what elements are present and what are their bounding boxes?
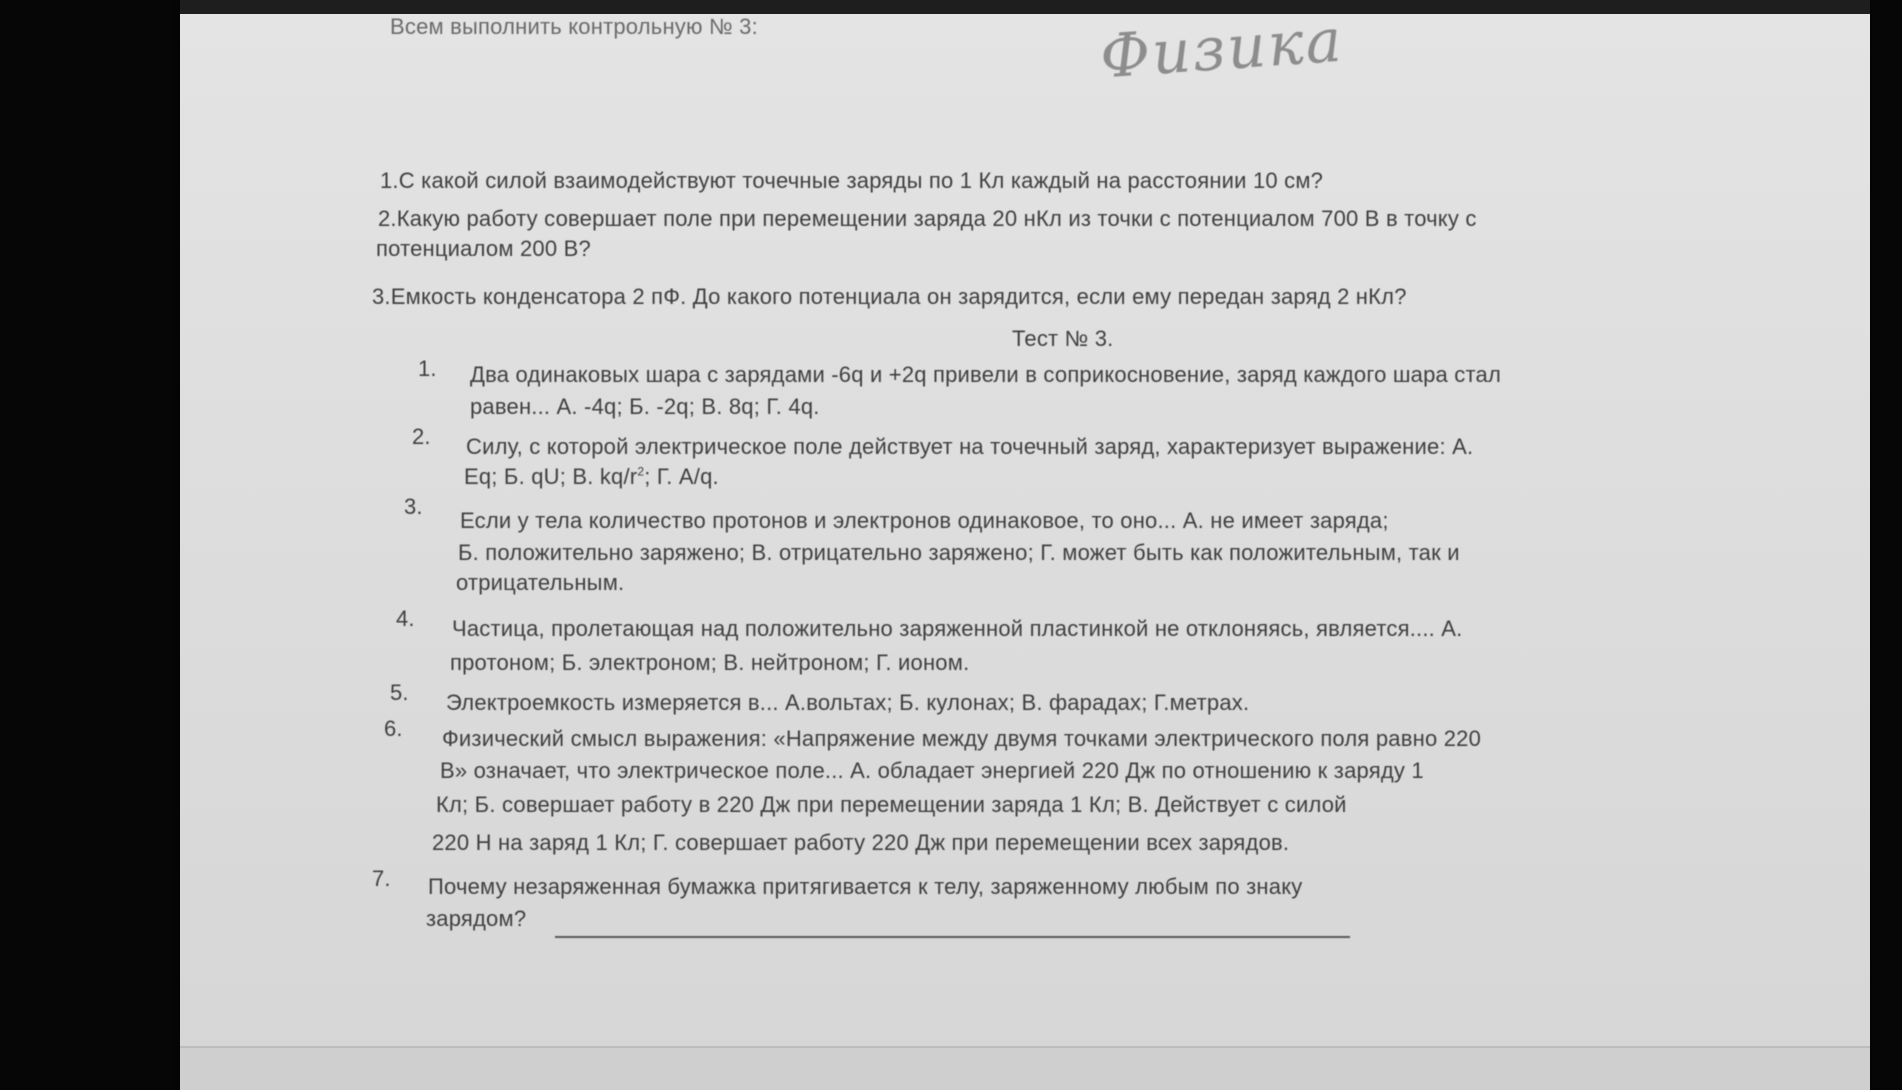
question-2-number: 2. (412, 424, 431, 449)
question-4-number: 4. (396, 606, 415, 631)
assignment-instruction: Всем выполнить контрольную № 3: (390, 14, 758, 39)
question-7-line-1: Почему незаряженная бумажка притягивается к телу, заряженному любым по знаку (428, 874, 1303, 899)
test-title: Тест № 3. (1012, 326, 1114, 351)
question-6-line-1: Физический смысл выражения: «Напряжение между двумя точками электрического поля равно 220 (442, 726, 1482, 751)
question-3-line-2: Б. положительно заряжено; В. отрицательно заряжено; Г. может быть как положительным, так и (458, 540, 1460, 565)
question-5-line-1: Электроемкость измеряется в... А.вольтах; Б. кулонах; В. фарадах; Г.метрах. (446, 690, 1250, 715)
question-3-number: 3. (404, 494, 423, 519)
question-2-options-end: ; Г. A/q. (644, 464, 719, 489)
question-2-line-2 (464, 464, 719, 490)
problem-3: 3.Емкость конденсатора 2 пФ. До какого потенциала он зарядится, если ему передан заряд 2 нКл? (372, 284, 1407, 309)
question-4-line-1: Частица, пролетающая над положительно заряженной пластинкой не отклоняясь, является.... А. (452, 616, 1463, 641)
question-6-number: 6. (384, 716, 403, 741)
question-1-number: 1. (418, 356, 437, 381)
question-6-line-4: 220 Н на заряд 1 Кл; Г. совершает работу 220 Дж при перемещении всех зарядов. (432, 830, 1290, 855)
question-6-line-2: В» означает, что электрическое поле... А. обладает энергией 220 Дж по отношению к заряду 1 (440, 758, 1424, 783)
question-7-number: 7. (372, 866, 391, 891)
question-1-line-2: равен... А. -4q; Б. -2q; В. 8q; Г. 4q. (470, 394, 820, 419)
question-5-number: 5. (390, 680, 409, 705)
question-4-line-2: протоном; Б. электроном; В. нейтроном; Г. ионом. (450, 650, 970, 675)
problem-1: 1.С какой силой взаимодействуют точечные заряды по 1 Кл каждый на расстоянии 10 см? (380, 168, 1324, 193)
question-7-line-2: зарядом? (426, 906, 527, 931)
question-1-line-1: Два одинаковых шара с зарядами -6q и +2q привели в соприкосновение, заряд каждого шара стал (470, 362, 1501, 387)
problem-2-line-2: потенциалом 200 В? (376, 236, 591, 261)
handwritten-subject-title: Физика (1097, 5, 1346, 93)
answer-blank-line (555, 936, 1350, 938)
question-3-line-1: Если у тела количество протонов и электронов одинаковое, то оно... А. не имеет заряда; (460, 508, 1389, 533)
question-2-options: Eq; Б. qU; В. kq/r (464, 464, 638, 489)
question-2-exponent: 2 (637, 464, 645, 479)
question-6-line-3: Кл; Б. совершает работу в 220 Дж при перемещении заряда 1 Кл; В. Действует с силой (436, 792, 1347, 817)
question-2-line-1: Силу, с которой электрическое поле действует на точечный заряд, характеризует выражение: А. (466, 434, 1474, 459)
problem-2-line-1: 2.Какую работу совершает поле при перемещении заряда 20 нКл из точки с потенциалом 700 В в точку с (378, 206, 1477, 231)
question-3-line-3: отрицательным. (456, 570, 625, 595)
